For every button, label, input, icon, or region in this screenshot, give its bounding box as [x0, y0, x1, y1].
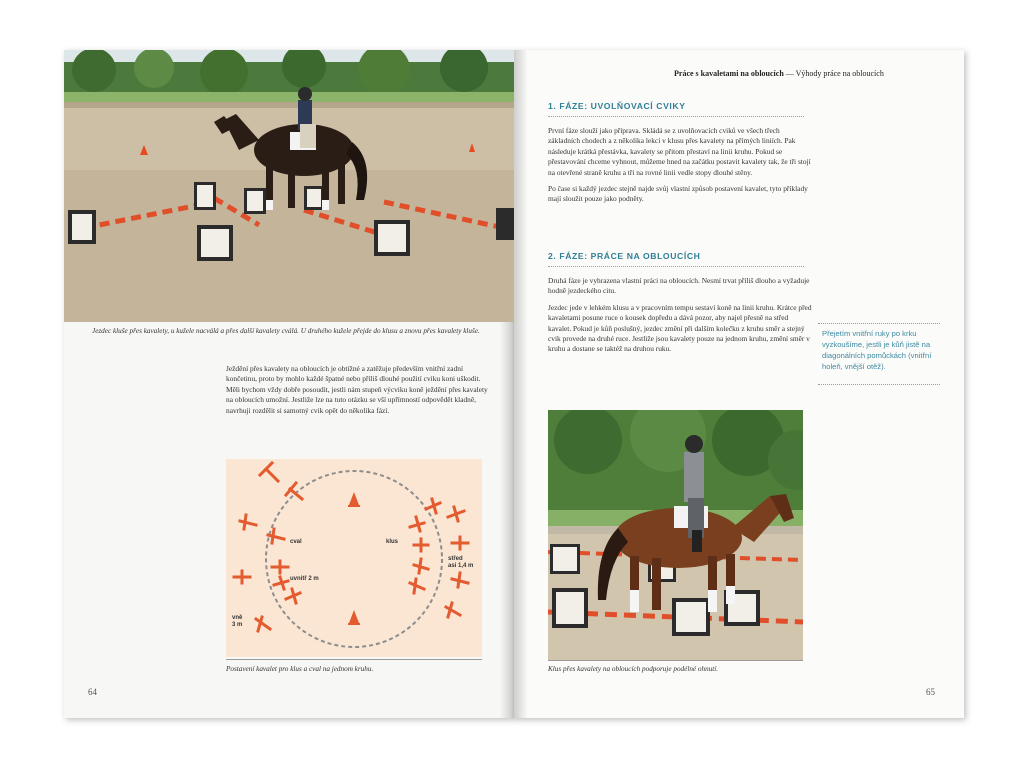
running-header [674, 69, 884, 78]
left-photo-horse-cavaletti [64, 50, 514, 322]
diagram-caption: Postavení kavalet pro klus a cval na jednom kruhu. [226, 665, 374, 673]
diagram-cone-top [349, 492, 359, 505]
section2-paragraph-1: Druhá fáze je vyhrazena vlastní práci na obloucích. Nesmí trvat příliš dlouho a vyžaduje hodně jezdeckého citu. [548, 276, 810, 296]
section1-paragraph-1: První fáze slouží jako příprava. Skládá se z uvolňovacích cviků ve všech třech základních chodech a z několika lekcí v klusu přes kavalety na přímých liniích. Pak následuje krátká přestávka, kavalety se přitom přestaví na linii kruhu. Pokud se přestavování chceme vyhnout, můžeme hned na začátku postavit kavalety tak, že tři stojí na otevřené straně kruhu a tři na rovné linii vedle stopy dlouhé stěny. [548, 126, 811, 177]
header-dash: — [785, 69, 794, 78]
section1-rule [548, 116, 804, 118]
diagram-label-center-distance: asi 1,4 m [448, 563, 474, 569]
left-page-number: 64 [88, 687, 97, 697]
diagram-caption-rule [226, 659, 482, 660]
section1-title: 1. FÁZE: UVOLŇOVACÍ CVIKY [548, 101, 686, 111]
diagram-label-center: střed [448, 556, 463, 562]
right-photo-horse-trot [548, 410, 803, 660]
diagram-label-outside: vně [232, 615, 243, 621]
right-photo-caption-rule [548, 660, 803, 661]
right-photo-caption: Klus přes kavalety na obloucích podporuje podélné ohnutí. [548, 665, 719, 673]
section1-paragraph-2: Po čase si každý jezdec stejně najde svůj vlastní způsob postavení kavalet, tyto příklady mají sloužit pouze jako podněty. [548, 184, 808, 204]
section2-rule [548, 266, 804, 268]
diagram-label-outside-distance: 3 m [232, 622, 243, 628]
left-body-paragraph [226, 364, 488, 422]
section2-paragraph-2: Jezdec jede v lehkém klusu a v pracovním tempu sestaví koně na linii kruhu. Krátce před kavaletami posune ruce o kousek dopředu a dává pozor, aby najel přesně na střed kavalet. Pokud je kůň poslušný, jezdec změní při dalším kolečku z kruhu směr a stejný cvik provede na druhé ruce. Jestliže jsou kavalety pouze na jednom kruhu, změní směr v kruhu a dostane se taktéž na druhou ruku. [548, 302, 812, 354]
right-page-number: 65 [926, 687, 935, 697]
diagram-cone-bottom [349, 610, 359, 623]
section2-body [548, 276, 812, 361]
header-chapter: Práce s kavaletami na obloucích [674, 69, 784, 78]
diagram-svg [226, 459, 482, 657]
left-body-text: Ježdění přes kavalety na obloucích je obtížné a zatěžuje především vnitřní zadní končetinu, proto by mohlo každé špatné nebo příliš dlouhé použití cviku koni uškodit. Měli bychom vždy dobře posoudit, jestli nám stupeň výcviku koně ježdění přes kavalety na obloucích umožní. Jestliže lze na tuto otázku se vší upřímností odpovědět kladně, navrhuji rozdělit si samotný cvik opět do několika fází. [226, 364, 488, 415]
left-photo-caption: Jezdec kluše přes kavalety, u kužele nacválá a přes další kavalety cválá. U druhého kužele přejde do klusu a znovu přes kavalety kluše. [92, 327, 480, 335]
header-section: Výhody práce na obloucích [795, 69, 884, 78]
section2-title: 2. FÁZE: PRÁCE NA OBLOUCÍCH [548, 251, 701, 261]
diagram-label-canter: cval [290, 539, 302, 545]
diagram-label-inside: uvnitř 2 m [290, 576, 319, 582]
cavaletti-circle-diagram [226, 459, 482, 657]
sidenote-text: Přejetím vnitřní ruky po krku vyzkoušíme, jestli je kůň jistě na diagonálních pomůckách (vnitřní holeň, vnější otěž). [822, 329, 932, 371]
section1-body [548, 126, 812, 211]
diagram-label-trot: klus [386, 539, 399, 545]
